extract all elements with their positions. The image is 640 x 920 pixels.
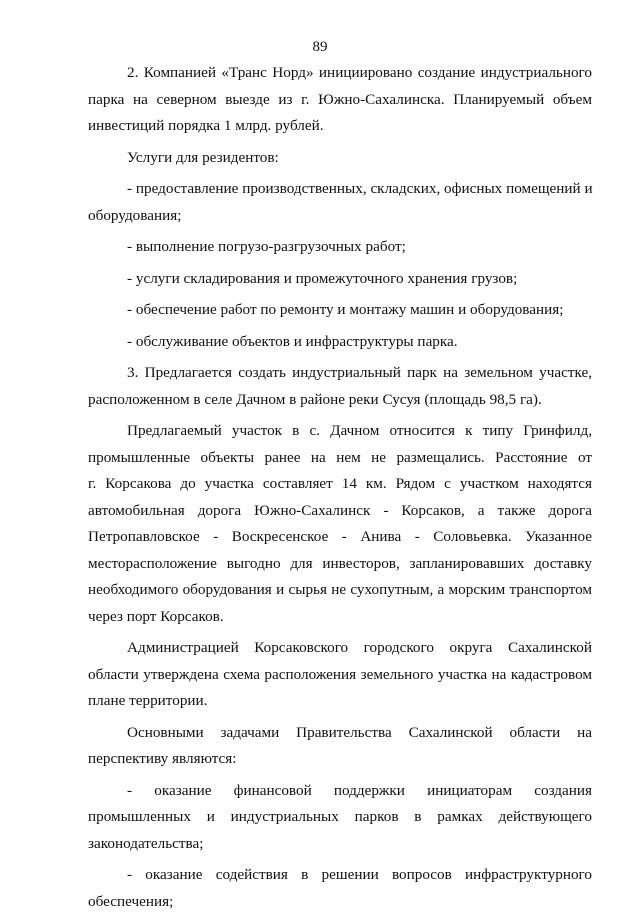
- list-item-service: [88, 329, 592, 356]
- services-heading: [88, 145, 592, 172]
- text-line: 3. Предлагается создать индустриальный парк на земельном участке,: [127, 364, 592, 381]
- text-line: Услуги для резидентов:: [127, 148, 279, 166]
- paragraph-item-2: [88, 60, 592, 140]
- text-line: - оказание содействия в решении вопросов инфраструктурного: [127, 866, 592, 883]
- text-line: перспективу являются:: [88, 750, 237, 767]
- text-line: промышленных и индустриальных парков в рамках действующего: [88, 808, 592, 825]
- text-line: Администрацией Корсаковского городского округа Сахалинской: [127, 639, 592, 656]
- text-line: месторасположение выгодно для инвесторов, запланировавших доставку: [88, 554, 592, 572]
- text-line: Петропавловское - Воскресенское - Анива - Соловьевка. Указанное: [88, 528, 592, 545]
- list-item-task: [88, 778, 592, 858]
- text-line: парка на северном выезде из г. Южно-Сахалинска. Планируемый объем: [88, 90, 592, 108]
- text-line: обеспечения;: [88, 892, 174, 910]
- text-line: области утверждена схема расположения земельного участка на кадастровом: [88, 665, 592, 683]
- text-line: Основными задачами Правительства Сахалинской области на: [127, 723, 592, 741]
- text-line: - предоставление производственных, складских, офисных помещений и: [127, 180, 593, 197]
- list-item-service: [88, 234, 592, 261]
- text-line: - услуги складирования и промежуточного хранения грузов;: [127, 269, 518, 287]
- text-line: - выполнение погрузо-разгрузочных работ;: [127, 238, 406, 255]
- paragraph-tasks-heading: [88, 720, 592, 773]
- text-line: - обслуживание объектов и инфраструктуры парка.: [127, 332, 458, 350]
- text-line: - обеспечение работ по ремонту и монтажу машин и оборудования;: [127, 301, 564, 318]
- text-line: - оказание финансовой поддержки инициаторам создания: [127, 781, 592, 799]
- text-line: необходимого оборудования и сырья не сухопутным, а морским транспортом: [88, 581, 592, 598]
- text-line: г. Корсакова до участка составляет 14 км. Рядом с участком находятся: [88, 475, 592, 492]
- text-line: 2. Компанией «Транс Норд» инициировано создание индустриального: [127, 64, 592, 81]
- list-item-service: [88, 266, 592, 293]
- list-item-service: [88, 176, 592, 229]
- paragraph-item-3: [88, 360, 592, 413]
- text-line: инвестиций порядка 1 млрд. рублей.: [88, 117, 324, 134]
- document-body: [88, 60, 592, 920]
- text-line: промышленные объекты ранее на нем не размещались. Расстояние от: [88, 448, 592, 466]
- text-line: оборудования;: [88, 206, 182, 224]
- list-item-task: [88, 862, 592, 915]
- text-line: расположенном в селе Дачном в районе реки Сусуя (площадь 98,5 га).: [88, 390, 542, 408]
- text-line: законодательства;: [88, 834, 204, 852]
- text-line: Предлагаемый участок в с. Дачном относится к типу Гринфилд,: [127, 422, 592, 439]
- paragraph-administration: [88, 635, 592, 715]
- list-item-service: [88, 297, 592, 324]
- text-line: плане территории.: [88, 692, 208, 709]
- page-number: 89: [312, 39, 328, 55]
- text-line: автомобильная дорога Южно-Сахалинск - Корсаков, а также дорога: [88, 501, 592, 519]
- paragraph-site-description: [88, 418, 592, 630]
- text-line: через порт Корсаков.: [88, 607, 224, 625]
